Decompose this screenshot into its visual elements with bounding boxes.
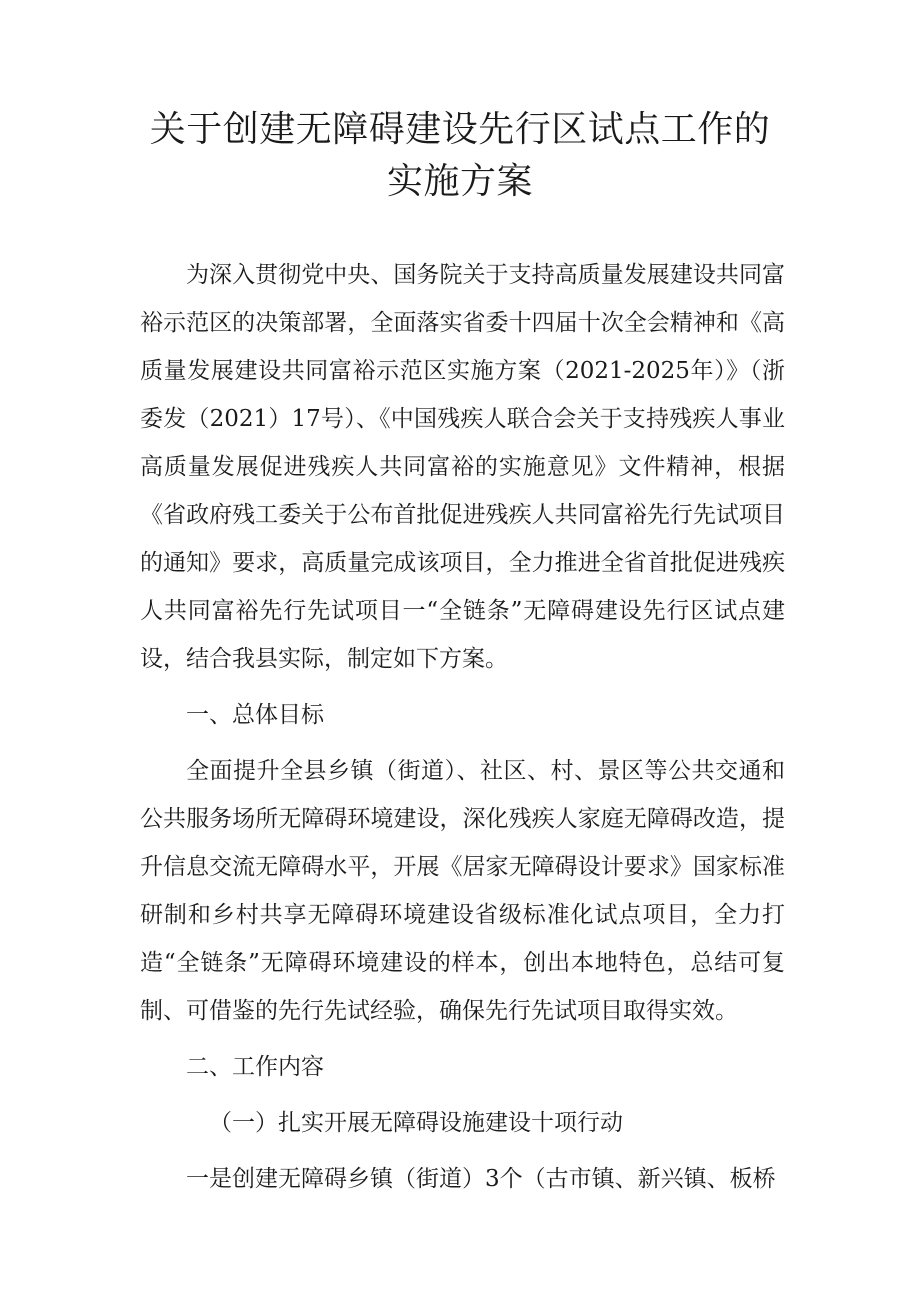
document-title: 关于创建无障碍建设先行区试点工作的实施方案: [149, 109, 771, 202]
document-body: [140, 251, 785, 1203]
section-heading-work-content: 二、工作内容: [186, 1054, 324, 1080]
ten-actions-paragraph: 一是创建无障碍乡镇（街道）3个（古市镇、新兴镇、板桥: [186, 1166, 776, 1192]
intro-paragraph: 为深入贯彻党中央、国务院关于支持高质量发展建设共同富裕示范区的决策部署，全面落实省委十四届十次全会精神和《高质量发展建设共同富裕示范区实施方案（2021-2025年）》（浙委发（2021）17号）、《中国残疾人联合会关于支持残疾人事业高质量发展促进残疾人共同富裕的实施意见》文件精神，根据《省政府残工委关于公布首批促进残疾人共同富裕先行先试项目的通知》要求，高质量完成该项目，全力推进全省首批促进残疾人共同富裕先行先试项目一“全链条”无障碍建设先行区试点建设，结合我县实际，制定如下方案。: [140, 262, 785, 672]
overall-goal-paragraph: 全面提升全县乡镇（街道）、社区、村、景区等公共交通和公共服务场所无障碍环境建设，深化残疾人家庭无障碍改造，提升信息交流无障碍水平，开展《居家无障碍设计要求》国家标准研制和乡村共享无障碍环境建设省级标准化试点项目，全力打造“全链条”无障碍环境建设的样本，创出本地特色，总结可复制、可借鉴的先行先试经验，确保先行先试项目取得实效。: [140, 758, 785, 1024]
section-heading-overall-goal: 一、总体目标: [186, 702, 324, 728]
subsection-heading-ten-actions: （一）扎实开展无障碍设施建设十项行动: [209, 1110, 623, 1136]
